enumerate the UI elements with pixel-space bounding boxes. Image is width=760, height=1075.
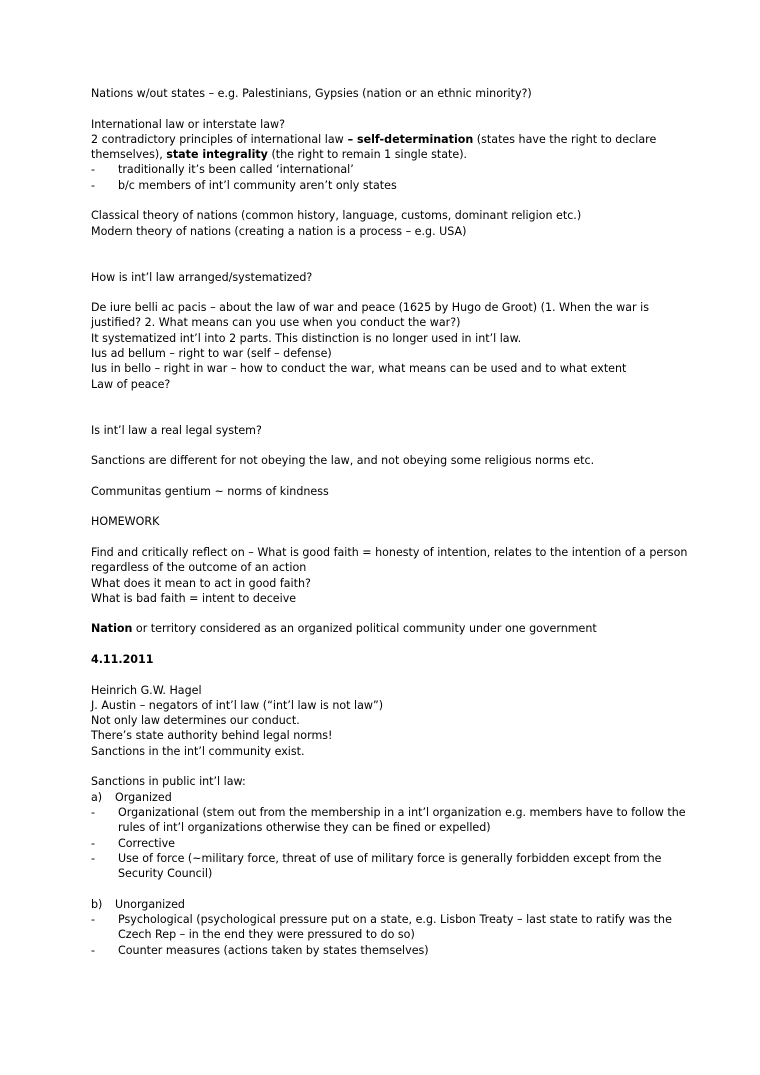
paragraph: [91, 132, 691, 163]
paragraph: What does it mean to act in good faith?: [91, 576, 311, 590]
paragraph: Modern theory of nations (creating a nation is a process – e.g. USA): [91, 224, 467, 238]
list-item-text: Use of force (~military force, threat of use of military force is generally forbidden except from the Security Council): [118, 851, 662, 881]
paragraph: Sanctions in the int’l community exist.: [91, 744, 305, 758]
bullet-dash: -: [91, 836, 96, 850]
bullet-dash: -: [91, 913, 96, 927]
list-item-text: Counter measures (actions taken by states themselves): [118, 943, 429, 957]
paragraph: [91, 621, 691, 636]
list-item-text: traditionally it’s been called ‘international’: [118, 163, 354, 177]
paragraph: Find and critically reflect on – What is good faith = honesty of intention, relates to the intention of a person regardless of the outcome of an action: [91, 545, 688, 575]
paragraph: Nations w/out states – e.g. Palestinians, Gypsies (nation or an ethnic minority?): [91, 87, 532, 100]
list-label: b): [91, 897, 103, 911]
paragraph: Heinrich G.W. Hagel: [91, 683, 202, 697]
paragraph: Communitas gentium ~ norms of kindness: [91, 484, 329, 498]
list-item-text: Unorganized: [115, 897, 185, 911]
text-run: 2 contradictory principles of international law: [91, 132, 344, 146]
bold-term: Nation: [91, 622, 133, 636]
date-heading: 4.11.2011: [91, 652, 154, 666]
paragraph: Ius in bello – right in war – how to conduct the war, what means can be used and to what extent: [91, 362, 627, 376]
list-item: [91, 178, 691, 193]
paragraph: J. Austin – negators of int’l law (“int’l law is not law”): [91, 698, 384, 712]
list-item: [91, 836, 691, 851]
paragraph: Ius ad bellum – right to war (self – defense): [91, 347, 332, 361]
paragraph: Sanctions are different for not obeying the law, and not obeying some religious norms etc.: [91, 454, 595, 468]
list-item-text: Organized: [115, 790, 172, 804]
paragraph: International law or interstate law?: [91, 117, 286, 131]
list-item: [91, 162, 691, 177]
list-item: [91, 943, 691, 958]
bullet-dash: -: [91, 178, 96, 192]
paragraph: Is int’l law a real legal system?: [91, 423, 262, 437]
paragraph: Law of peace?: [91, 377, 171, 391]
paragraph: What is bad faith = intent to deceive: [91, 591, 297, 605]
sublist-heading: [91, 790, 691, 805]
sublist-heading: [91, 897, 691, 912]
text-run: or territory considered as an organized political community under one government: [132, 622, 597, 636]
bullet-dash: -: [91, 851, 96, 865]
text-run: (states have the right to declare themselves),: [91, 132, 657, 162]
text-run: (the right to remain 1 single state).: [267, 148, 468, 162]
list-item: [91, 912, 691, 943]
paragraph: De iure belli ac pacis – about the law of war and peace (1625 by Hugo de Groot) (1. When the war is justified? 2. What means can you use when you conduct the war?): [91, 301, 649, 330]
document-page: [91, 86, 691, 958]
bold-term: – self-determination: [343, 132, 474, 146]
list-item-text: b/c members of int’l community aren’t only states: [118, 178, 397, 192]
bullet-dash: -: [91, 943, 96, 957]
paragraph: Classical theory of nations (common history, language, customs, dominant religion etc.): [91, 209, 582, 223]
paragraph: Not only law determines our conduct.: [91, 714, 300, 728]
list-item-text: Organizational (stem out from the membership in a int’l organization e.g. members have to follow the rules of int’l organizations otherwise they can be fined or expelled): [118, 805, 686, 835]
list-item-text: Corrective: [118, 836, 175, 850]
list-label: a): [91, 790, 103, 804]
paragraph: How is int’l law arranged/systematized?: [91, 270, 313, 284]
bullet-dash: -: [91, 805, 96, 819]
homework-heading: HOMEWORK: [91, 515, 160, 529]
list-item: [91, 805, 691, 836]
list-item-text: Psychological (psychological pressure put on a state, e.g. Lisbon Treaty – last state to ratify was the Czech Rep – in the end they were pressured to do so): [118, 913, 672, 942]
paragraph: Sanctions in public int’l law:: [91, 775, 246, 789]
paragraph: There’s state authority behind legal norms!: [91, 729, 333, 743]
bold-term: state integrality: [166, 148, 268, 162]
paragraph: It systematized int’l into 2 parts. This distinction is no longer used in int’l law.: [91, 331, 522, 345]
bullet-dash: -: [91, 163, 96, 177]
list-item: [91, 851, 691, 882]
